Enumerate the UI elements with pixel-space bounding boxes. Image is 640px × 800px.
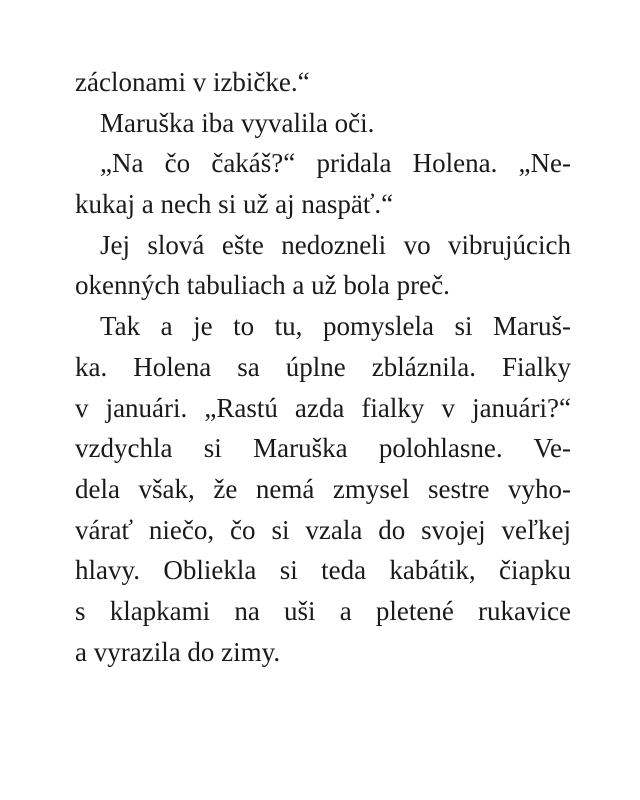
- text-line: v januári. „Rastú azda fialky v januári?“: [75, 392, 571, 423]
- text-line: ka. Holena sa úplne zbláznila. Fialky: [75, 351, 571, 382]
- text-line: várať niečo, čo si vzala do svojej veľkej: [75, 514, 571, 545]
- text-line: záclonami v izbičke.“: [75, 67, 310, 97]
- text-line: kukaj a nech si už aj naspäť.“: [75, 189, 394, 220]
- text-line: Tak a je to tu, pomyslela si Maruš-: [100, 311, 571, 342]
- body-text: [75, 62, 571, 672]
- text-line: Maruška iba vyvalila oči.: [100, 107, 375, 138]
- text-line: dela však, že nemá zmysel sestre vyho-: [75, 473, 571, 504]
- text-line: „Na čo čakáš?“ pridala Holena. „Ne-: [100, 148, 571, 179]
- text-line: vzdychla si Maruška polohlasne. Ve-: [75, 433, 571, 464]
- text-line: hlavy. Obliekla si teda kabátik, čiapku: [75, 555, 571, 586]
- text-line: Jej slová ešte nedozneli vo vibrujúcich: [100, 229, 571, 260]
- text-line: s klapkami na uši a pletené rukavice: [75, 595, 571, 626]
- text-line: a vyrazila do zimy.: [75, 636, 281, 667]
- text-line: okenných tabuliach a už bola preč.: [75, 270, 450, 301]
